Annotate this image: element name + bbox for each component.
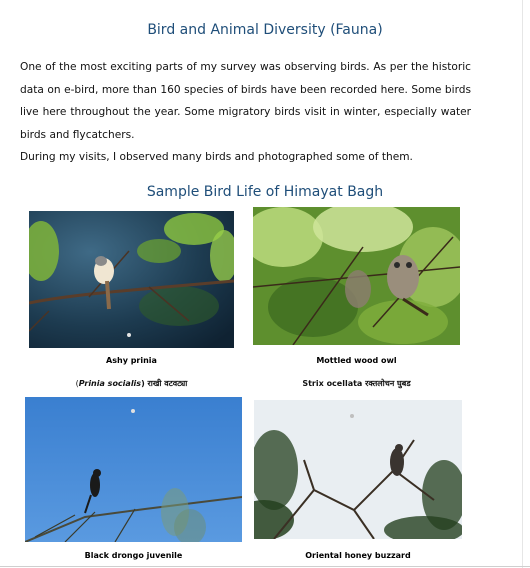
ashy-prinia-photo: [29, 211, 234, 348]
page-edge: [522, 0, 523, 568]
black-drongo-photo: [25, 397, 242, 542]
page-title: Bird and Animal Diversity (Fauna): [147, 22, 383, 38]
mottled-wood-owl-caption: Mottled wood owl: [316, 356, 397, 365]
section-title: Sample Bird Life of Himayat Bagh: [146, 184, 384, 200]
ashy-prinia-caption: Ashy prinia: [106, 356, 157, 365]
mottled-wood-owl-scientific: Strix ocellata: [302, 379, 363, 388]
subtitle-close-paren: ): [141, 379, 145, 388]
oriental-honey-buzzard-photo: [254, 400, 462, 539]
intro-paragraph-1: One of the most exciting parts of my survey was observing birds. As per the historic data on e-bird, more than 160 species of birds have been recorded here. Some birds live here throughout the year. Some migratory birds visit in winter, especially water birds and flycatchers.: [20, 61, 471, 141]
intro-paragraph-2: During my visits, I observed many birds and photographed some of them.: [20, 151, 413, 163]
mottled-wood-owl-subtitle: [253, 378, 460, 389]
black-drongo-caption: Black drongo juvenile: [84, 551, 183, 560]
ashy-prinia-local-name: राखी वटवट्या: [144, 379, 188, 388]
ashy-prinia-subtitle: [29, 378, 234, 389]
ashy-prinia-scientific: Prinia socialis: [78, 379, 142, 388]
subtitle-open-paren: (: [75, 379, 79, 388]
mottled-wood-owl-photo: [253, 207, 460, 345]
intro-text: [20, 56, 471, 169]
page-bottom-rule: [0, 566, 530, 567]
oriental-honey-buzzard-caption: Oriental honey buzzard: [305, 551, 411, 560]
mottled-wood-owl-local-name: रक्तलोचन घुबड: [365, 379, 411, 388]
